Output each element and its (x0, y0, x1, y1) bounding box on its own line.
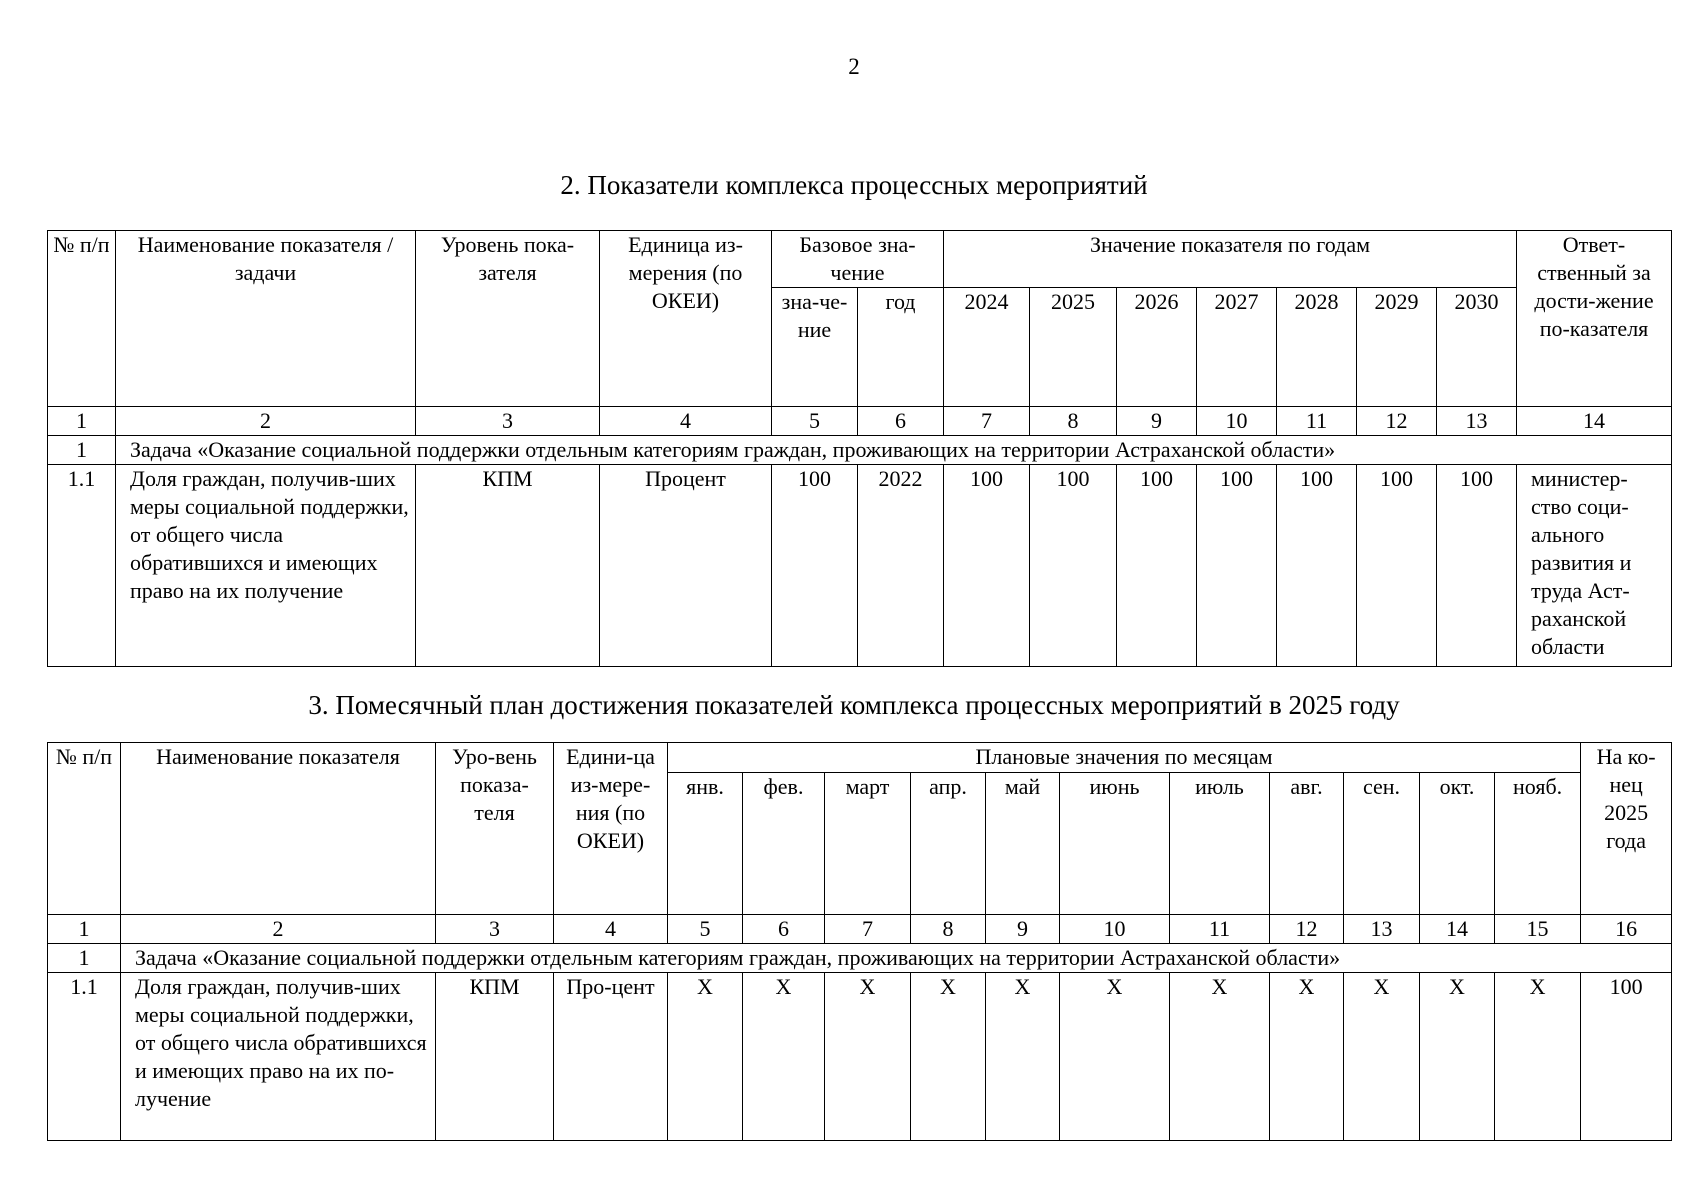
header-year: 2026 (1117, 288, 1197, 407)
task-row (48, 436, 1672, 465)
column-number: 9 (1117, 407, 1197, 436)
column-number: 12 (1270, 915, 1344, 944)
column-number: 10 (1197, 407, 1277, 436)
header-row-1 (48, 743, 1672, 773)
column-number: 4 (600, 407, 772, 436)
column-number: 6 (858, 407, 944, 436)
section-2-title: 2. Показатели комплекса процессных мероприятий (560, 170, 1148, 200)
row-month-value: X (825, 973, 911, 1141)
column-number-row (48, 407, 1672, 436)
header-base-value: зна-че-ние (772, 288, 858, 407)
column-number: 9 (986, 915, 1060, 944)
column-number: 7 (944, 407, 1030, 436)
column-number: 13 (1344, 915, 1420, 944)
header-unit: Единица из-мерения (по ОКЕИ) (600, 231, 772, 407)
row-month-value: X (1060, 973, 1170, 1141)
task-num: 1 (48, 436, 116, 465)
column-number: 14 (1517, 407, 1672, 436)
row-month-value: X (1170, 973, 1270, 1141)
header-year: 2025 (1030, 288, 1117, 407)
task-row (48, 944, 1672, 973)
section-3-title: 3. Помесячный план достижения показателей комплекса процессных мероприятий в 2025 году (308, 690, 1400, 720)
row-name: Доля граждан, получив-ших меры социальной поддержки, от общего числа обратившихся и имеющих право на их по-лучение (121, 973, 436, 1141)
monthly-plan-table (47, 742, 1672, 1141)
column-number: 16 (1581, 915, 1672, 944)
row-end-value: 100 (1581, 973, 1672, 1141)
header-month: окт. (1420, 773, 1495, 915)
row-name: Доля граждан, получив-ших меры социальной поддержки, от общего числа обратившихся и имеющих право на их получение (116, 465, 416, 667)
header-month: апр. (911, 773, 986, 915)
row-base-value: 100 (772, 465, 858, 667)
row-level: КПМ (416, 465, 600, 667)
column-number: 14 (1420, 915, 1495, 944)
header-year: 2024 (944, 288, 1030, 407)
row-value: 100 (1277, 465, 1357, 667)
column-number: 13 (1437, 407, 1517, 436)
indicators-table (47, 230, 1672, 667)
header-row-1 (48, 231, 1672, 288)
row-base-year: 2022 (858, 465, 944, 667)
column-number: 2 (121, 915, 436, 944)
column-number: 4 (554, 915, 668, 944)
column-number: 2 (116, 407, 416, 436)
row-num: 1.1 (48, 973, 121, 1141)
column-number: 7 (825, 915, 911, 944)
header-num: № п/п (48, 231, 116, 407)
row-month-value: X (1495, 973, 1581, 1141)
header-num: № п/п (48, 743, 121, 915)
header-month: сен. (1344, 773, 1420, 915)
column-number: 12 (1357, 407, 1437, 436)
row-month-value: X (911, 973, 986, 1141)
column-number: 3 (416, 407, 600, 436)
header-month: фев. (743, 773, 825, 915)
indicator-row (48, 465, 1672, 667)
header-responsible: Ответ-ственный за дости-жение по-казателя (1517, 231, 1672, 407)
column-number: 6 (743, 915, 825, 944)
row-month-value: X (986, 973, 1060, 1141)
header-base-year: год (858, 288, 944, 407)
column-number: 1 (48, 407, 116, 436)
page-number: 2 (848, 54, 860, 79)
header-name: Наименование показателя (121, 743, 436, 915)
task-text: Задача «Оказание социальной поддержки отдельным категориям граждан, проживающих на территории Астраханской области» (116, 436, 1672, 465)
row-value: 100 (1117, 465, 1197, 667)
task-num: 1 (48, 944, 121, 973)
header-end: На ко-нец 2025 года (1581, 743, 1672, 915)
header-name: Наименование показателя / задачи (116, 231, 416, 407)
column-number: 3 (436, 915, 554, 944)
column-number: 8 (1030, 407, 1117, 436)
column-number: 1 (48, 915, 121, 944)
row-responsible: министер-ство соци-ального развития и труда Аст-раханской области (1517, 465, 1672, 667)
row-value: 100 (1030, 465, 1117, 667)
column-number: 5 (772, 407, 858, 436)
row-month-value: X (1420, 973, 1495, 1141)
header-level: Уровень пока-зателя (416, 231, 600, 407)
header-month: июнь (1060, 773, 1170, 915)
header-level: Уро-вень показа-теля (436, 743, 554, 915)
row-month-value: X (1344, 973, 1420, 1141)
row-value: 100 (944, 465, 1030, 667)
header-year: 2030 (1437, 288, 1517, 407)
task-text: Задача «Оказание социальной поддержки отдельным категориям граждан, проживающих на территории Астраханской области» (121, 944, 1672, 973)
row-num: 1.1 (48, 465, 116, 667)
column-number: 11 (1170, 915, 1270, 944)
column-number: 8 (911, 915, 986, 944)
row-month-value: X (743, 973, 825, 1141)
row-unit: Про-цент (554, 973, 668, 1141)
column-number: 5 (668, 915, 743, 944)
row-value: 100 (1197, 465, 1277, 667)
header-year: 2029 (1357, 288, 1437, 407)
row-month-value: X (1270, 973, 1344, 1141)
header-month: нояб. (1495, 773, 1581, 915)
header-unit: Едини-ца из-мере-ния (по ОКЕИ) (554, 743, 668, 915)
header-years-group: Значение показателя по годам (944, 231, 1517, 288)
indicator-row (48, 973, 1672, 1141)
row-level: КПМ (436, 973, 554, 1141)
header-base: Базовое зна-чение (772, 231, 944, 288)
column-number: 11 (1277, 407, 1357, 436)
header-month: июль (1170, 773, 1270, 915)
row-month-value: X (668, 973, 743, 1141)
header-month: май (986, 773, 1060, 915)
row-value: 100 (1357, 465, 1437, 667)
column-number: 15 (1495, 915, 1581, 944)
header-year: 2027 (1197, 288, 1277, 407)
header-year: 2028 (1277, 288, 1357, 407)
row-unit: Процент (600, 465, 772, 667)
header-month: март (825, 773, 911, 915)
header-month: авг. (1270, 773, 1344, 915)
column-number: 10 (1060, 915, 1170, 944)
header-month: янв. (668, 773, 743, 915)
header-months-group: Плановые значения по месяцам (668, 743, 1581, 773)
column-number-row (48, 915, 1672, 944)
row-value: 100 (1437, 465, 1517, 667)
